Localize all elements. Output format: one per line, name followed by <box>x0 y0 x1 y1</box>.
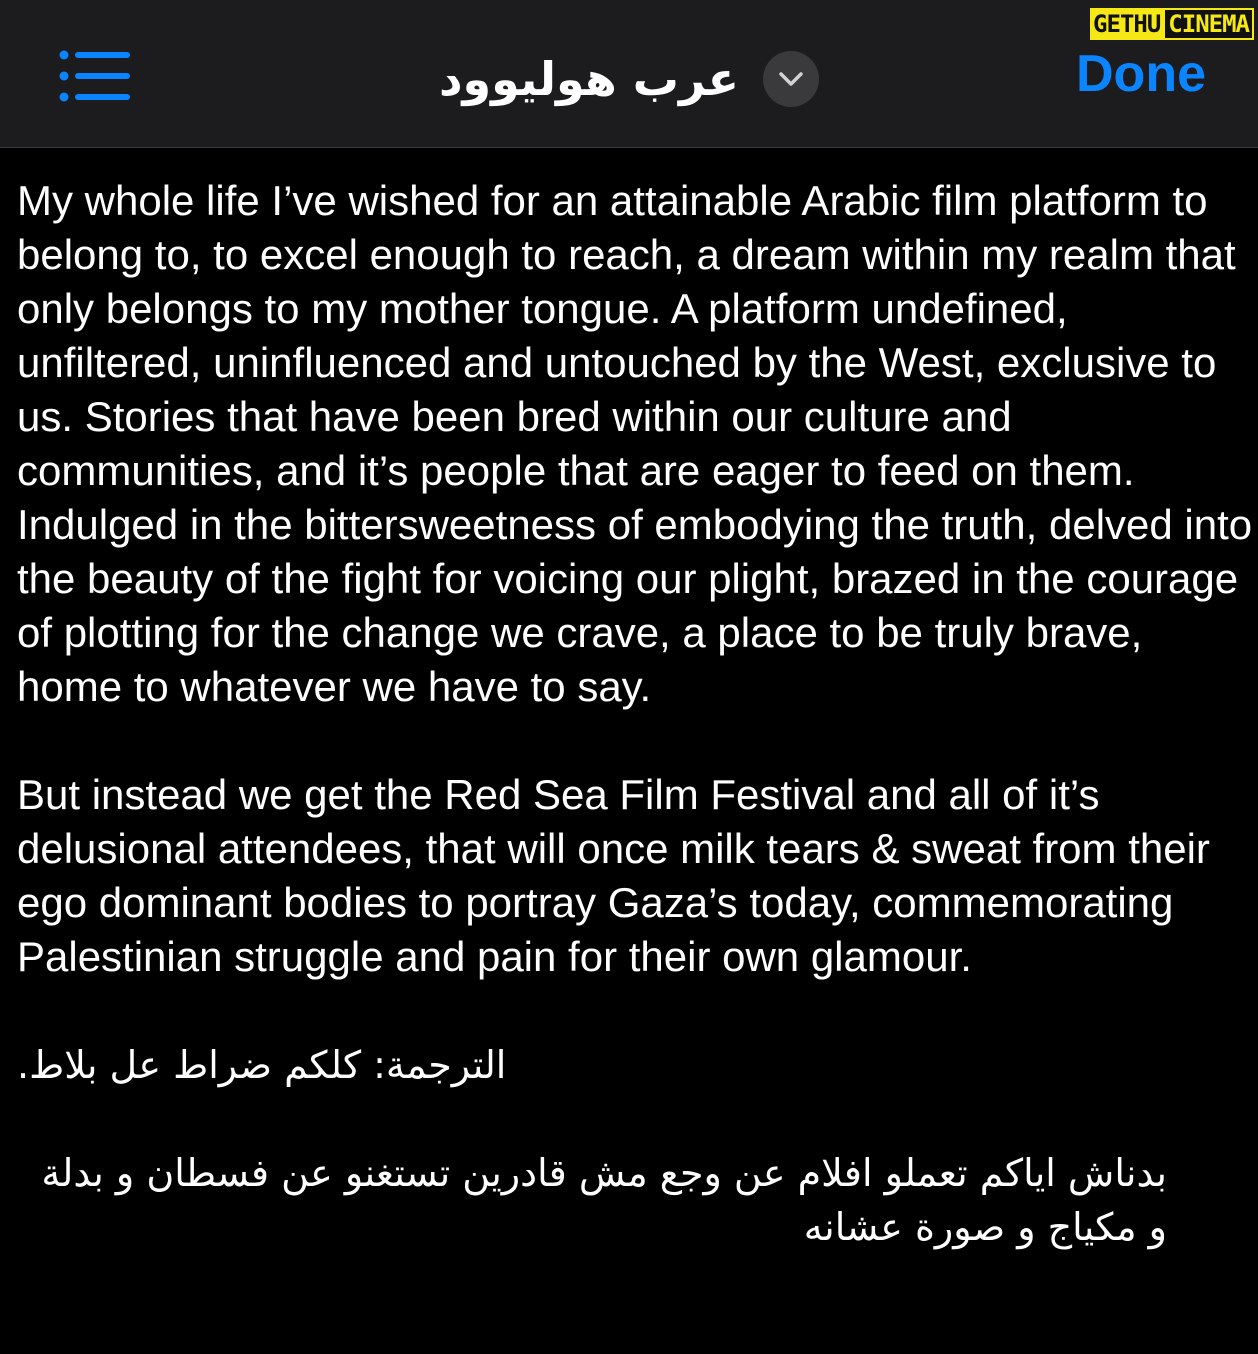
paragraph-spacer <box>17 984 1253 1038</box>
paragraph-spacer <box>17 1092 1253 1146</box>
note-title: عرب هوليوود <box>438 52 740 106</box>
note-body[interactable] <box>17 174 1253 1254</box>
arabic-paragraph: بدناش اياكم تعملو افلام عن وجع مش قادرين تستغنو عن فسطان و بدلة و مكياج و صورة عشانه <box>41 1151 1167 1249</box>
translation-line: الترجمة: كلكم ضراط عل بلاط. <box>17 1043 507 1087</box>
watermark-part1: GETHU <box>1090 8 1163 40</box>
paragraph-spacer <box>17 714 1253 768</box>
title-group <box>0 44 1258 114</box>
navigation-bar <box>0 0 1258 148</box>
note-paragraph: But instead we get the Red Sea Film Festival and all of it’s delusional attendees, that will once milk tears & sweat from their ego dominant bodies to portray Gaza’s today, commemorating Palestinian struggle and pain for their own glamour. <box>17 771 1210 980</box>
chevron-down-icon <box>778 71 804 87</box>
watermark-part2: CINEMA <box>1163 8 1254 40</box>
watermark-logo <box>1090 8 1254 40</box>
title-menu-button[interactable] <box>763 51 819 107</box>
note-paragraph: My whole life I’ve wished for an attainable Arabic film platform to belong to, to excel enough to reach, a dream within my realm that only belongs to my mother tongue. A platform undefined, unfiltered, uninfluenced and untouched by the West, exclusive to us. Stories that have been bred within our culture and communities, and it’s people that are eager to feed on them. Indulged in the bittersweetness of embodying the truth, delved into the beauty of the fight for voicing our plight, brazed in the courage of plotting for the change we crave, a place to be truly brave, home to whatever we have to say. <box>17 177 1253 710</box>
done-button[interactable]: Done <box>1076 45 1206 103</box>
